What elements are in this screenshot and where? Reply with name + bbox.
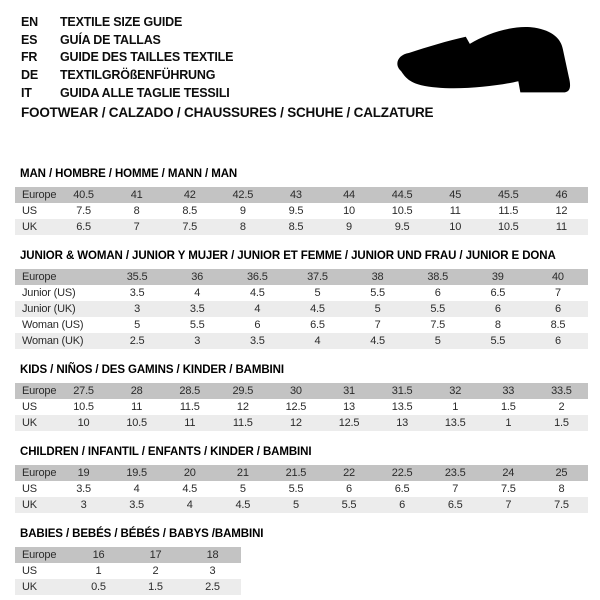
size-cell: 3.5 [189, 303, 205, 315]
row-label: US [22, 565, 37, 577]
row-label: Europe [22, 189, 57, 201]
size-cell: 5.5 [370, 287, 385, 299]
size-cell: 4 [314, 335, 321, 347]
size-cell: 6 [254, 319, 261, 331]
table-row [15, 285, 588, 301]
size-cell: 9 [346, 221, 352, 233]
size-cell: 28.5 [179, 385, 201, 397]
size-table [15, 465, 588, 513]
size-cell: 1.5 [148, 581, 163, 593]
size-cell: 5 [314, 287, 321, 299]
size-cell: 42.5 [232, 189, 254, 201]
size-cell: 6 [554, 335, 561, 347]
language-row-de [21, 66, 233, 84]
table-row [15, 219, 588, 235]
language-row-it [21, 84, 233, 102]
size-cell: 3.5 [129, 287, 145, 299]
size-cell: 10.5 [73, 401, 94, 413]
size-cell: 8.5 [288, 221, 304, 233]
size-cell: 42 [183, 189, 196, 201]
size-cell: 23.5 [444, 467, 466, 479]
size-cell: 5 [292, 499, 299, 511]
size-cell: 45.5 [497, 189, 519, 201]
size-cell: 4 [254, 303, 261, 315]
size-cell: 37.5 [307, 271, 328, 283]
size-cell: 7 [133, 221, 140, 233]
size-cell: 6.5 [490, 287, 506, 299]
table-row [15, 317, 588, 333]
table-row [15, 399, 588, 415]
size-cell: 1.5 [554, 417, 569, 429]
size-table-children [15, 446, 588, 513]
size-cell: 4 [133, 483, 140, 495]
size-cell: 13 [396, 417, 409, 429]
row-label: US [22, 401, 37, 413]
size-cell: 5 [134, 319, 141, 331]
size-cell: 6.5 [76, 221, 91, 233]
size-cell: 27.5 [73, 385, 94, 397]
size-cell: 3 [134, 303, 141, 315]
size-cell: 45 [449, 189, 462, 201]
row-label: UK [22, 221, 37, 233]
size-cell: 39 [491, 271, 504, 283]
size-cell: 1.5 [500, 401, 516, 413]
size-cell: 3.5 [76, 483, 91, 495]
category-title: FOOTWEAR / CALZADO / CHAUSSURES / SCHUHE / CALZATURE [21, 105, 434, 120]
size-cell: 8 [558, 483, 565, 495]
table-title: KIDS / NIÑOS / DES GAMINS / KINDER / BAMBINI [20, 364, 284, 376]
size-cell: 11 [555, 221, 567, 233]
size-cell: 36 [191, 271, 204, 283]
size-cell: 46 [555, 189, 568, 201]
size-cell: 38 [371, 271, 384, 283]
size-cell: 6 [494, 303, 501, 315]
size-cell: 28 [130, 385, 143, 397]
size-cell: 2.5 [129, 335, 145, 347]
size-cell: 2 [152, 565, 159, 577]
size-cell: 5.5 [430, 303, 446, 315]
table-row [15, 481, 588, 497]
size-cell: 22.5 [391, 467, 413, 479]
size-table [15, 187, 588, 235]
language-label: GUIDE DES TAILLES TEXTILE [60, 50, 234, 65]
size-cell: 38.5 [427, 271, 448, 283]
language-label: TEXTILGRÖßENFÜHRUNG [60, 67, 216, 82]
size-cell: 4.5 [370, 335, 385, 347]
size-cell: 25 [555, 467, 568, 479]
size-cell: 31.5 [391, 385, 413, 397]
size-cell: 11.5 [232, 417, 253, 429]
size-cell: 6 [434, 287, 441, 299]
size-cell: 36.5 [247, 271, 268, 283]
language-row-es [21, 31, 233, 49]
size-cell: 13.5 [444, 417, 466, 429]
size-cell: 13.5 [391, 401, 413, 413]
table-title: MAN / HOMBRE / HOMME / MANN / MAN [20, 168, 238, 180]
size-table-babies [15, 528, 588, 595]
size-cell: 40.5 [73, 189, 94, 201]
row-label: Junior (US) [22, 287, 76, 299]
table-row [15, 187, 588, 203]
row-label: Junior (UK) [22, 303, 76, 315]
size-cell: 6 [346, 483, 352, 495]
size-cell: 0.5 [91, 581, 106, 593]
size-cell: 11 [449, 205, 461, 217]
size-cell: 4.5 [235, 499, 251, 511]
size-cell: 3 [194, 335, 201, 347]
table-row [15, 497, 588, 513]
size-cell: 11 [131, 401, 143, 413]
size-table-kids [15, 364, 588, 431]
size-cell: 7.5 [430, 319, 446, 331]
size-cell: 4 [194, 287, 201, 299]
size-cell: 44 [343, 189, 355, 201]
size-cell: 43 [290, 189, 302, 201]
size-cell: 8.5 [550, 319, 566, 331]
size-cell: 21 [236, 467, 249, 479]
row-label: Europe [22, 385, 57, 397]
size-cell: 24 [502, 467, 515, 479]
size-cell: 13 [343, 401, 355, 413]
size-table-junior-woman [15, 250, 588, 349]
language-row-fr [21, 48, 233, 66]
size-cell: 8 [239, 221, 246, 233]
size-cell: 16 [92, 549, 105, 561]
row-label: Europe [22, 549, 57, 561]
size-cell: 10.5 [497, 221, 519, 233]
size-cell: 6 [554, 303, 561, 315]
size-cell: 10 [77, 417, 90, 429]
row-label: Europe [22, 271, 57, 283]
size-cell: 12.5 [338, 417, 360, 429]
size-cell: 12.5 [285, 401, 307, 413]
size-table [15, 383, 588, 431]
row-label: Woman (UK) [22, 335, 84, 347]
table-row [15, 465, 588, 481]
size-cell: 41 [130, 189, 143, 201]
table-row [15, 383, 588, 399]
row-label: US [22, 205, 37, 217]
table-row [15, 301, 588, 317]
size-cell: 3.5 [249, 335, 265, 347]
size-cell: 1 [452, 401, 459, 413]
size-cell: 5 [239, 483, 246, 495]
size-cell: 4.5 [249, 287, 265, 299]
size-cell: 5.5 [189, 319, 205, 331]
shoe-icon [391, 24, 583, 96]
size-cell: 1 [505, 417, 512, 429]
size-cell: 2.5 [205, 581, 220, 593]
language-list [21, 13, 233, 101]
table-row [15, 333, 588, 349]
row-label: Woman (US) [22, 319, 84, 331]
size-cell: 3 [209, 565, 216, 577]
size-cell: 6.5 [310, 319, 325, 331]
table-row [15, 563, 241, 579]
size-tables [15, 168, 588, 600]
size-cell: 8 [133, 205, 140, 217]
table-row [15, 415, 588, 431]
size-table [15, 547, 241, 595]
size-cell: 18 [206, 549, 219, 561]
size-cell: 5 [374, 303, 381, 315]
language-code: FR [21, 50, 38, 65]
size-cell: 22 [343, 467, 355, 479]
size-cell: 33 [502, 385, 515, 397]
size-cell: 32 [449, 385, 462, 397]
size-cell: 33.5 [551, 385, 572, 397]
language-code: IT [21, 85, 32, 100]
table-row [15, 203, 588, 219]
size-cell: 31 [343, 385, 355, 397]
size-cell: 17 [149, 549, 162, 561]
size-cell: 29.5 [232, 385, 254, 397]
size-cell: 9.5 [394, 221, 410, 233]
size-cell: 7.5 [500, 483, 516, 495]
size-cell: 12 [290, 417, 302, 429]
table-title: JUNIOR & WOMAN / JUNIOR Y MUJER / JUNIOR ET FEMME / JUNIOR UND FRAU / JUNIOR E DONA [20, 250, 556, 262]
size-cell: 10.5 [391, 205, 413, 217]
size-cell: 6 [399, 499, 406, 511]
size-cell: 19.5 [126, 467, 147, 479]
size-cell: 7.5 [554, 499, 569, 511]
language-label: GUIDA ALLE TAGLIE TESSILI [60, 85, 230, 100]
size-cell: 19 [77, 467, 90, 479]
size-cell: 8.5 [182, 205, 198, 217]
size-cell: 4.5 [310, 303, 325, 315]
size-cell: 21.5 [285, 467, 307, 479]
size-cell: 7 [554, 287, 561, 299]
size-cell: 11.5 [179, 401, 200, 413]
size-cell: 35.5 [126, 271, 148, 283]
size-cell: 12 [555, 205, 568, 217]
size-cell: 1 [95, 565, 102, 577]
size-cell: 3.5 [129, 499, 144, 511]
size-cell: 12 [236, 401, 249, 413]
size-cell: 5.5 [288, 483, 304, 495]
size-cell: 7 [452, 483, 459, 495]
size-cell: 2 [558, 401, 565, 413]
size-cell: 4 [186, 499, 193, 511]
row-label: Europe [22, 467, 57, 479]
size-cell: 3 [80, 499, 87, 511]
size-cell: 40 [552, 271, 564, 283]
table-row [15, 547, 241, 563]
size-cell: 20 [183, 467, 196, 479]
language-code: ES [21, 32, 38, 47]
size-cell: 7.5 [76, 205, 91, 217]
row-label: UK [22, 581, 37, 593]
size-cell: 10 [343, 205, 355, 217]
size-cell: 5 [434, 335, 441, 347]
language-code: EN [21, 14, 38, 29]
size-cell: 8 [494, 319, 501, 331]
size-cell: 11.5 [498, 205, 519, 217]
size-cell: 44.5 [391, 189, 413, 201]
size-table [15, 269, 588, 349]
size-cell: 6.5 [447, 499, 463, 511]
row-label: UK [22, 499, 37, 511]
row-label: US [22, 483, 37, 495]
table-row [15, 269, 588, 285]
size-cell: 10 [449, 221, 462, 233]
size-cell: 6.5 [394, 483, 410, 495]
size-cell: 5.5 [490, 335, 506, 347]
size-cell: 9.5 [288, 205, 304, 217]
size-cell: 7 [374, 319, 381, 331]
table-title: BABIES / BEBÉS / BÉBÉS / BABYS /BAMBINI [20, 528, 264, 540]
size-cell: 7 [505, 499, 512, 511]
size-cell: 9 [239, 205, 246, 217]
size-cell: 7.5 [182, 221, 198, 233]
size-cell: 10.5 [126, 417, 147, 429]
language-code: DE [21, 67, 38, 82]
size-cell: 11 [184, 417, 196, 429]
size-cell: 5.5 [341, 499, 357, 511]
table-row [15, 579, 241, 595]
table-title: CHILDREN / INFANTIL / ENFANTS / KINDER / BAMBINI [20, 446, 312, 458]
row-label: UK [22, 417, 37, 429]
size-cell: 4.5 [182, 483, 198, 495]
language-label: TEXTILE SIZE GUIDE [60, 14, 183, 29]
language-row-en [21, 13, 233, 31]
size-table-man [15, 168, 588, 235]
size-cell: 30 [290, 385, 302, 397]
language-label: GUÍA DE TALLAS [60, 32, 161, 47]
